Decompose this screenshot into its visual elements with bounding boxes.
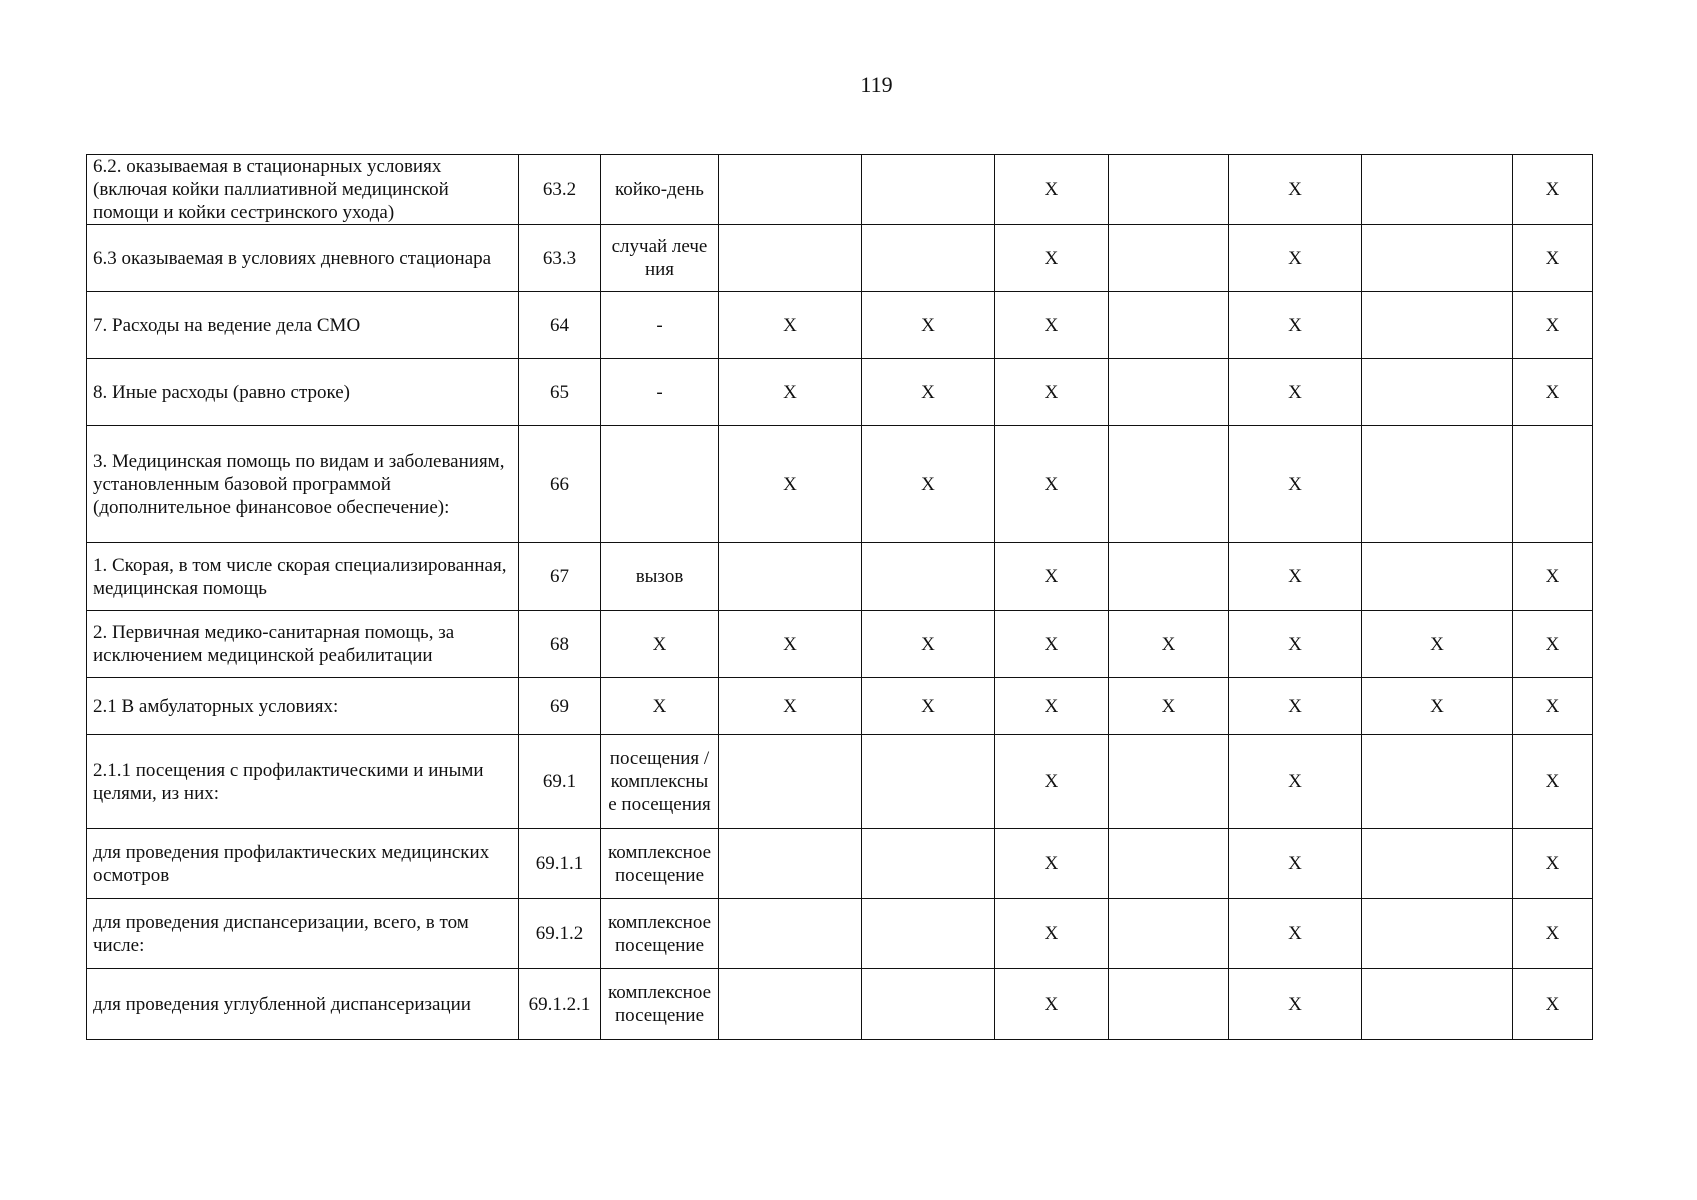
row-name-cell: 6.3 оказываемая в условиях дневного стационара	[87, 225, 519, 292]
row-name-cell: 2. Первичная медико-санитарная помощь, за исключением медицинской реабилитации	[87, 611, 519, 678]
value-cell: X	[1229, 543, 1362, 611]
value-cell: X	[995, 735, 1109, 829]
row-name-cell: 6.2. оказываемая в стационарных условиях (включая койки паллиативной медицинской помощи и койки сестринского ухода)	[87, 155, 519, 225]
row-unit-cell: комплексное посещение	[601, 829, 719, 899]
row-name-cell: для проведения диспансеризации, всего, в том числе:	[87, 899, 519, 969]
value-cell	[719, 155, 862, 225]
value-cell	[1362, 829, 1513, 899]
value-cell: X	[1229, 155, 1362, 225]
value-cell	[862, 899, 995, 969]
table-body	[87, 155, 1593, 1040]
row-name-cell: для проведения углубленной диспансеризации	[87, 969, 519, 1040]
table-row	[87, 611, 1593, 678]
row-unit-cell: вызов	[601, 543, 719, 611]
value-cell: X	[1109, 611, 1229, 678]
value-cell	[1362, 155, 1513, 225]
table-row	[87, 426, 1593, 543]
value-cell	[1109, 225, 1229, 292]
value-cell	[1109, 292, 1229, 359]
value-cell: X	[995, 426, 1109, 543]
value-cell: X	[1513, 969, 1593, 1040]
value-cell: X	[1513, 899, 1593, 969]
table-row	[87, 678, 1593, 735]
value-cell: X	[995, 611, 1109, 678]
value-cell	[719, 829, 862, 899]
value-cell	[719, 899, 862, 969]
value-cell: X	[1229, 292, 1362, 359]
value-cell	[1362, 359, 1513, 426]
value-cell	[1109, 426, 1229, 543]
value-cell	[1362, 426, 1513, 543]
row-unit-cell: -	[601, 359, 719, 426]
value-cell: X	[995, 829, 1109, 899]
value-cell: X	[1362, 678, 1513, 735]
row-unit-cell: X	[601, 611, 719, 678]
table-row	[87, 829, 1593, 899]
value-cell: X	[862, 426, 995, 543]
row-unit-cell: койко-день	[601, 155, 719, 225]
row-code-cell: 69	[519, 678, 601, 735]
row-unit-cell: X	[601, 678, 719, 735]
row-name-cell: 7. Расходы на ведение дела СМО	[87, 292, 519, 359]
value-cell	[862, 829, 995, 899]
value-cell	[1109, 359, 1229, 426]
row-name-cell: 1. Скорая, в том числе скорая специализированная, медицинская помощь	[87, 543, 519, 611]
value-cell	[719, 969, 862, 1040]
value-cell: X	[862, 292, 995, 359]
row-unit-cell	[601, 426, 719, 543]
value-cell: X	[862, 359, 995, 426]
value-cell: X	[1513, 829, 1593, 899]
value-cell: X	[1109, 678, 1229, 735]
table-row	[87, 225, 1593, 292]
value-cell: X	[1229, 426, 1362, 543]
value-cell	[1362, 292, 1513, 359]
value-cell	[1109, 735, 1229, 829]
value-cell	[1109, 829, 1229, 899]
table-row	[87, 543, 1593, 611]
row-name-cell: 8. Иные расходы (равно строке)	[87, 359, 519, 426]
row-name-cell: 2.1.1 посещения с профилактическими и иными целями, из них:	[87, 735, 519, 829]
row-code-cell: 63.3	[519, 225, 601, 292]
value-cell: X	[1513, 155, 1593, 225]
data-table	[86, 154, 1593, 1040]
value-cell: X	[1513, 611, 1593, 678]
value-cell: X	[1229, 611, 1362, 678]
value-cell: X	[1229, 969, 1362, 1040]
value-cell	[1109, 543, 1229, 611]
value-cell: X	[862, 678, 995, 735]
row-code-cell: 69.1.2	[519, 899, 601, 969]
row-code-cell: 69.1	[519, 735, 601, 829]
value-cell	[1362, 969, 1513, 1040]
value-cell: X	[719, 426, 862, 543]
value-cell	[1109, 155, 1229, 225]
row-name-cell: для проведения профилактических медицинских осмотров	[87, 829, 519, 899]
value-cell	[1362, 225, 1513, 292]
table-row	[87, 735, 1593, 829]
row-unit-cell: посещения /комплексные посещения	[601, 735, 719, 829]
row-code-cell: 67	[519, 543, 601, 611]
value-cell: X	[1362, 611, 1513, 678]
value-cell	[862, 225, 995, 292]
value-cell: X	[719, 678, 862, 735]
page-number: 119	[860, 72, 893, 97]
value-cell	[1109, 969, 1229, 1040]
row-unit-cell: -	[601, 292, 719, 359]
row-unit-cell: комплексное посещение	[601, 899, 719, 969]
value-cell: X	[1229, 225, 1362, 292]
value-cell	[719, 225, 862, 292]
value-cell: X	[995, 155, 1109, 225]
value-cell	[1362, 543, 1513, 611]
value-cell: X	[995, 969, 1109, 1040]
value-cell: X	[1229, 678, 1362, 735]
value-cell: X	[995, 899, 1109, 969]
value-cell	[862, 969, 995, 1040]
value-cell	[1109, 899, 1229, 969]
table-row	[87, 969, 1593, 1040]
row-code-cell: 64	[519, 292, 601, 359]
value-cell: X	[995, 225, 1109, 292]
table-row	[87, 292, 1593, 359]
row-code-cell: 69.1.1	[519, 829, 601, 899]
value-cell: X	[1229, 359, 1362, 426]
table-row	[87, 359, 1593, 426]
row-code-cell: 63.2	[519, 155, 601, 225]
value-cell: X	[1229, 899, 1362, 969]
value-cell: X	[1513, 543, 1593, 611]
value-cell: X	[1513, 359, 1593, 426]
row-unit-cell: случай лечения	[601, 225, 719, 292]
value-cell: X	[1229, 735, 1362, 829]
row-code-cell: 66	[519, 426, 601, 543]
table-row	[87, 899, 1593, 969]
value-cell: X	[719, 611, 862, 678]
row-code-cell: 65	[519, 359, 601, 426]
value-cell: X	[995, 543, 1109, 611]
value-cell	[862, 543, 995, 611]
value-cell: X	[1513, 225, 1593, 292]
row-name-cell: 3. Медицинская помощь по видам и заболеваниям, установленным базовой программой (дополнительное финансовое обеспечение):	[87, 426, 519, 543]
table-row	[87, 155, 1593, 225]
value-cell: X	[719, 359, 862, 426]
row-name-cell: 2.1 В амбулаторных условиях:	[87, 678, 519, 735]
value-cell	[1362, 899, 1513, 969]
value-cell: X	[995, 678, 1109, 735]
value-cell	[719, 735, 862, 829]
value-cell: X	[1513, 735, 1593, 829]
value-cell	[1513, 426, 1593, 543]
value-cell: X	[719, 292, 862, 359]
value-cell	[862, 735, 995, 829]
value-cell: X	[1513, 678, 1593, 735]
value-cell: X	[1229, 829, 1362, 899]
value-cell	[862, 155, 995, 225]
value-cell: X	[1513, 292, 1593, 359]
row-code-cell: 68	[519, 611, 601, 678]
value-cell	[1362, 735, 1513, 829]
value-cell: X	[862, 611, 995, 678]
value-cell: X	[995, 292, 1109, 359]
value-cell: X	[995, 359, 1109, 426]
row-code-cell: 69.1.2.1	[519, 969, 601, 1040]
row-unit-cell: комплексное посещение	[601, 969, 719, 1040]
value-cell	[719, 543, 862, 611]
